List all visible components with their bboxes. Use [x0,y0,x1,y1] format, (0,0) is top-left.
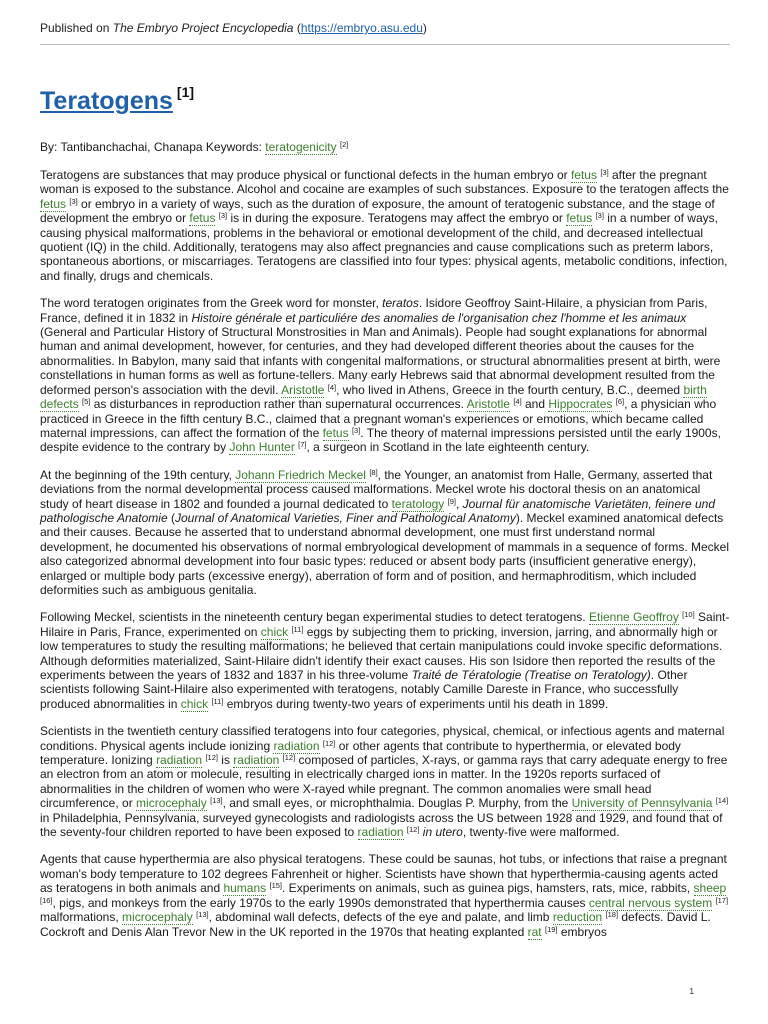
link-etienne-geoffroy[interactable]: Etienne Geoffroy [588,610,679,625]
link-radiation[interactable]: radiation [156,753,203,768]
byline-label: By: Tantibanchachai, Chanapa Keywords: [40,140,266,154]
title-ref: [1] [176,84,195,100]
link-chick[interactable]: chick [180,696,209,711]
reference-marker: [9] [447,496,456,506]
reference-marker: [12] [205,753,218,763]
link-sheep[interactable]: sheep [693,881,727,896]
page-number: 1 [689,987,694,996]
link-chick[interactable]: chick [260,624,289,639]
paragraph-2: The word teratogen originates from the Greek word for monster, teratos. Isidore Geoffroy Saint-Hilaire, a physician from Paris, France, defined it in 1832 in Histoire générale et particuliére des anomalies de l'organisation chez l'homme et les animaux (General and Particular History of Structural Monstrosities in Man and Animals). People had sought explanations for abnormal human and animal development, however, for centuries, and they had developed different theories about the causes for the abnormalities. In Babylon, many said that infants with congenital malformations, or structural abnormalities present at birth, were constellations in human forms as well as fortune-tellers. Many early Hebrews said that abnormal development resulted from the deformed person's association with the devil. Aristotle [4], who lived in Athens, Greece in the fourth century, B.C., deemed birth defects [5] as disturbances in reproduction rather than supernatural occurrences. Aristotle [4] and Hippocrates [6], a physician who practiced in Greece in the fifth century B.C., claimed that a pregnant woman's experiences or emotions, which became called maternal impressions, can affect the formation of the fetus [3]. The theory of maternal impressions persisted until the early 1900s, despite evidence to the contrary by John Hunter [7], a surgeon in Scotland in the late eighteenth century. [40,296,721,455]
reference-marker: [13] [196,910,209,920]
reference-marker: [4] [513,397,522,407]
reference-marker: [11] [211,696,224,706]
link-fetus[interactable]: fetus [322,425,349,440]
site-name: The Embryo Project Encyclopedia [112,21,294,35]
link-fetus[interactable]: fetus [566,211,593,226]
link-john-hunter[interactable]: John Hunter [229,440,295,455]
link-johann-friedrich-meckel[interactable]: Johann Friedrich Meckel [235,467,366,482]
keyword-link[interactable]: teratogenicity [265,140,337,154]
reference-marker: [3] [351,425,361,435]
link-aristotle[interactable]: Aristotle [466,397,510,412]
reference-marker: [16] [40,895,53,905]
reference-marker: [10] [682,610,695,620]
reference-marker: [11] [291,624,304,634]
published-header: Published on The Embryo Project Encyclopedia (https://embryo.asu.edu) [40,21,427,35]
reference-marker: [12] [406,825,420,835]
link-university-of-pennsylvania[interactable]: University of Pennsylvania [571,796,713,811]
reference-marker: [7] [298,440,307,450]
link-central-nervous-system[interactable]: central nervous system [588,895,713,910]
reference-marker: [13] [210,796,223,806]
published-prefix: Published on [40,21,113,35]
link-fetus[interactable]: fetus [40,196,67,211]
reference-marker: [5] [82,397,91,407]
paragraph-5: Scientists in the twentieth century classified teratogens into four categories, physical, chemical, or infectious agents and maternal conditions. Physical agents include ionizing radiation [12] or other agents that contribute to hyperthermia, or elevated body temperature. Ionizing radiation [12] is radiation [12] composed of particles, X-rays, or gamma rays that carry adequate energy to free an electron from an atom or molecule, resulting in electrically charged ions in matter. In the 1920s reports surfaced of abnormalities in the children of women who were X-rayed while pregnant. The common anomalies were small head circumference, or microcephaly [13], and small eyes, or microphthalmia. Douglas P. Murphy, from the University of Pennsylvania [14] in Philadelphia, Pennsylvania, surveyed gynecologists and radiologists across the US between 1928 and 1929, and found that of the seventy-four children reported to have been exposed to radiation [12] in utero, twenty-five were malformed. [40,724,729,840]
reference-marker: [12] [322,738,336,748]
link-radiation[interactable]: radiation [357,825,404,840]
paragraph-1: Teratogens are substances that may produce physical or functional defects in the human embryo or fetus [3] after the pregnant woman is exposed to the substance. Alcohol and cocaine are examples of such substances. Exposure to the teratogen affects the fetus [3] or embryo in a variety of ways, such as the duration of exposure, the amount of teratogenic substance, and the stage of development the embryo or fetus [3] is in during the exposure. Teratogens may affect the embryo or fetus [3] in a number of ways, causing physical malformations, problems in the behavioral or emotional development of the child, and decreased intellectual quotient (IQ) in the child. Additionally, teratogens may also affect pregnancies and cause complications such as preterm labors, spontaneous abortions, or miscarriages. Teratogens are classified into four types: physical agents, metabolic conditions, infection, and finally, drugs and chemicals. [40,168,729,283]
paragraph-3: At the beginning of the 19th century, Johann Friedrich Meckel [8], the Younger, an anatomist from Halle, Germany, asserted that deviations from the normal developmental process caused malformations. Meckel wrote his doctoral thesis on an anatomical study of heart disease in 1802 and founded a journal dedicated to teratology [9], Journal für anatomische Varietäten, feinere und pathologische Anatomie (Journal of Anatomical Varieties, Finer and Pathological Anatomy). Meckel examined anatomical defects and their causes. Because he asserted that to understand abnormal development, one must first understand normal development, he documented his observations of normal embryological development of mammals in a sequence of forms. Meckel also categorized abnormal development into four basic types: reduced or absent body parts (insufficient generative energy), enlarged or multiple body parts (excessive energy), aberration of form and of position, and hermaphroditism, which included deformities such as ambiguous genitalia. [40,467,730,597]
reference-marker: [15] [269,881,283,891]
article-body [40,168,730,952]
reference-marker: [19] [544,924,558,934]
link-reduction[interactable]: reduction [552,910,603,925]
page-title [40,86,194,116]
italic-term: Journal für anatomische Varietäten, feinere und pathologische Anatomie [40,496,716,525]
link-teratology[interactable]: teratology [391,496,445,511]
link-rat[interactable]: rat [527,924,542,939]
header-divider [40,44,730,45]
link-fetus[interactable]: fetus [189,211,216,226]
byline [40,139,348,155]
link-humans[interactable]: humans [223,881,267,896]
link-radiation[interactable]: radiation [273,738,320,753]
paragraph-4: Following Meckel, scientists in the nineteenth century began experimental studies to detect teratogens. Etienne Geoffroy [10] Saint-Hilaire in Paris, France, experimented on chick [11] eggs by subjecting them to pricking, inversion, jarring, and abnormally high or low temperatures to study the resulting malformations; he believed that certain manipulations could invoke specific deformations. Although deformities materialized, Saint-Hilaire didn't identify their exact causes. His son Isidore then reported the results of the experiments between the years of 1832 and 1837 in his three-volume Traité de Tératologie (Treatise on Teratology). Other scientists following Saint-Hilaire also experimented with teratogens, notably Camille Dareste in France, who successfully produced abnormalities in chick [11] embryos during twenty-two years of experiments until his death in 1899. [40,610,730,711]
reference-marker: [6] [615,397,625,407]
italic-term: Histoire générale et particuliére des anomalies de l'organisation chez l'homme et les animaux [191,310,687,325]
link-aristotle[interactable]: Aristotle [281,382,325,397]
link-hippocrates[interactable]: Hippocrates [548,397,613,412]
reference-marker: [3] [69,196,78,206]
title-link[interactable]: Teratogens [40,87,173,115]
reference-marker: [14] [715,796,729,806]
link-microcephaly[interactable]: microcephaly [136,796,207,811]
paragraph-6: Agents that cause hyperthermia are also physical teratogens. These could be saunas, hot tubs, or infections that raise a pregnant woman's body temperature to 102 degrees Fahrenheit or higher. Scientists have shown that hyperthermia-causing agents acted as teratogens in both animals and humans [15]. Experiments on animals, such as guinea pigs, hamsters, rats, mice, rabbits, sheep [16], pigs, and monkeys from the early 1970s to the early 1990s demonstrated that hyperthermia causes central nervous system [17] malformations, microcephaly [13], abdominal wall defects, defects of the eye and palate, and limb reduction [18] defects. David L. Cockroft and Denis Alan Trevor New in the UK reported in the 1970s that heating explanted rat [19] embryos [40,852,729,939]
reference-marker: [3] [595,211,604,221]
keyword-ref: [2] [339,140,349,149]
italic-term: Traité de Tératologie (Treatise on Teratology) [411,668,651,682]
reference-marker: [3] [218,211,228,221]
link-birth-defects[interactable]: birth defects [40,382,707,412]
reference-marker: [17] [715,895,729,905]
reference-marker: [18] [605,910,619,920]
reference-marker: [4] [327,382,337,392]
reference-marker: [12] [282,753,296,763]
link-fetus[interactable]: fetus [570,168,597,182]
site-url-link[interactable]: https://embryo.asu.edu [300,21,423,35]
italic-term: teratos [382,296,419,311]
link-microcephaly[interactable]: microcephaly [122,910,193,925]
reference-marker: [8] [369,467,378,477]
italic-term: Journal of Anatomical Varieties, Finer and Pathological Anatomy [174,510,516,525]
link-radiation[interactable]: radiation [233,753,280,768]
reference-marker: [3] [600,168,609,177]
italic-term: in utero [422,825,463,840]
